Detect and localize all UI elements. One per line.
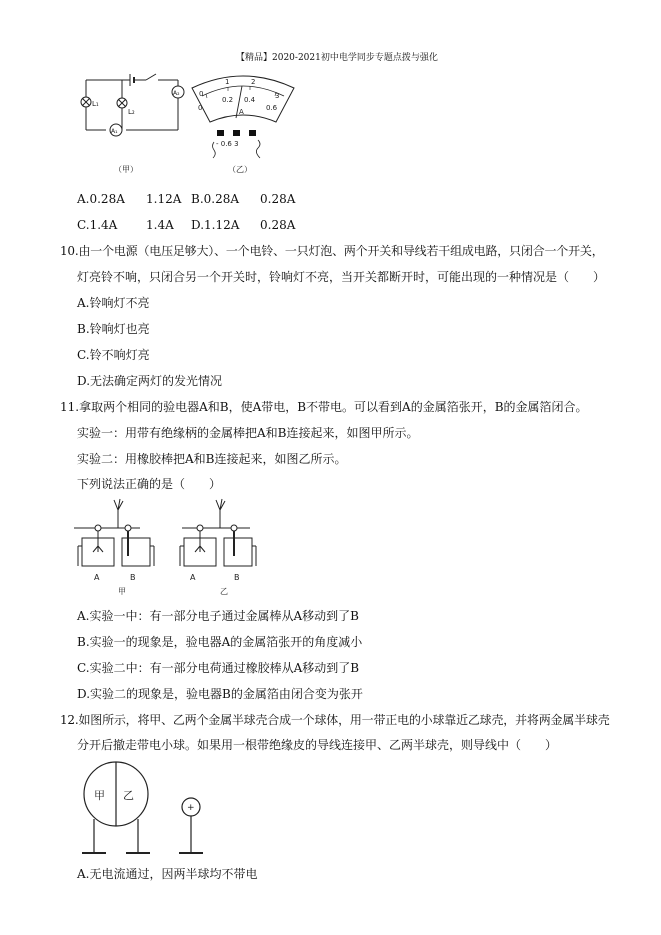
- caption-jia: （甲）: [114, 165, 138, 174]
- scale-bottom-1: 0.2: [222, 96, 234, 104]
- label-L1: L₁: [92, 100, 99, 108]
- fig-label-b1: B: [130, 573, 136, 582]
- q11-option-c: C.实验二中：有一部分电荷通过橡胶棒从A移动到了B: [77, 661, 360, 675]
- label-plus-ball: +: [187, 803, 195, 813]
- fig-label-yi: 乙: [220, 587, 228, 596]
- q12-stem-line2: 分开后撤走带电小球。如果用一根带绝缘皮的导线连接甲、乙两半球壳，则导线中（ ）: [77, 738, 558, 752]
- q10-option-c: C.铃不响灯亮: [77, 348, 150, 362]
- ammeter-dial: [188, 66, 298, 166]
- hemisphere-figure: [76, 764, 216, 860]
- scale-top-0: 0: [199, 90, 204, 98]
- fig-label-a1: A: [94, 573, 100, 582]
- fig-label-b2: B: [234, 573, 240, 582]
- scale-bottom-3: 0.6: [266, 104, 278, 112]
- q10-stem-line1: 10.由一个电源（电压足够大）、一个电铃、一只灯泡、两个开关和导线若干组成电路，只闭合一个开关，: [60, 244, 604, 258]
- scale-top-3: 3: [275, 92, 280, 100]
- scale-bottom-0: 0: [198, 104, 203, 112]
- q9-option-b: B.0.28A: [191, 192, 240, 206]
- q12-option-a: A.无电流通过，因两半球均不带电: [77, 867, 258, 881]
- scale-top-1: 1: [225, 78, 230, 86]
- q10-stem-line2: 灯亮铃不响，只闭合另一个开关时，铃响灯不亮，当开关都断开时，可能出现的一种情况是（ ）: [77, 270, 606, 284]
- q10-option-b: B.铃响灯也亮: [77, 322, 150, 336]
- meter-unit: A: [239, 108, 244, 116]
- q11-question: 下列说法正确的是（ ）: [77, 477, 222, 491]
- q9-option-d-2: 0.28A: [260, 218, 296, 232]
- q11-option-d: D.实验二的现象是，验电器B的金属箔由闭合变为张开: [77, 687, 363, 701]
- scale-top-2: 2: [251, 78, 256, 86]
- caption-yi: （乙）: [228, 165, 252, 174]
- q11-stem-line1: 11.拿取两个相同的验电器A和B，使A带电，B不带电。可以看到A的金属箔张开，B的金属箔闭合。: [60, 400, 588, 414]
- q9-option-c-2: 1.4A: [146, 218, 174, 232]
- terminals: - 0.6 3: [216, 140, 239, 148]
- label-jia-hemisphere: 甲: [94, 789, 105, 802]
- q11-option-a: A.实验一中：有一部分电子通过金属棒从A移动到了B: [77, 609, 359, 623]
- q10-option-a: A.铃响灯不亮: [77, 296, 150, 310]
- fig-label-jia: 甲: [118, 587, 126, 596]
- fig-label-a2: A: [190, 573, 196, 582]
- circuit-diagram: [78, 70, 188, 145]
- q9-option-b-2: 0.28A: [260, 192, 296, 206]
- q10-option-d: D.无法确定两灯的发光情况: [77, 374, 223, 388]
- page-header: 【精品】2020-2021初中电学同步专题点拨与强化: [236, 53, 438, 63]
- q11-experiment-1: 实验一：用带有绝缘柄的金属棒把A和B连接起来，如图甲所示。: [77, 426, 419, 440]
- q9-option-d: D.1.12A: [191, 218, 240, 232]
- label-A2: A₂: [173, 90, 180, 97]
- q9-option-a-2: 1.12A: [146, 192, 182, 206]
- scale-bottom-2: 0.4: [244, 96, 256, 104]
- electroscope-figure: [74, 496, 274, 600]
- label-yi-hemisphere: 乙: [123, 789, 134, 802]
- label-L2: L₂: [128, 108, 135, 116]
- q12-stem-line1: 12.如图所示，将甲、乙两个金属半球壳合成一个球体，用一带正电的小球靠近乙球壳，并将两金属半球壳: [60, 713, 610, 727]
- q11-option-b: B.实验一的现象是，验电器A的金属箔张开的角度减小: [77, 635, 363, 649]
- q11-experiment-2: 实验二：用橡胶棒把A和B连接起来，如图乙所示。: [77, 452, 347, 466]
- q9-option-c: C.1.4A: [77, 218, 118, 232]
- label-A1: A₁: [111, 128, 118, 135]
- q9-option-a: A.0.28A: [77, 192, 125, 206]
